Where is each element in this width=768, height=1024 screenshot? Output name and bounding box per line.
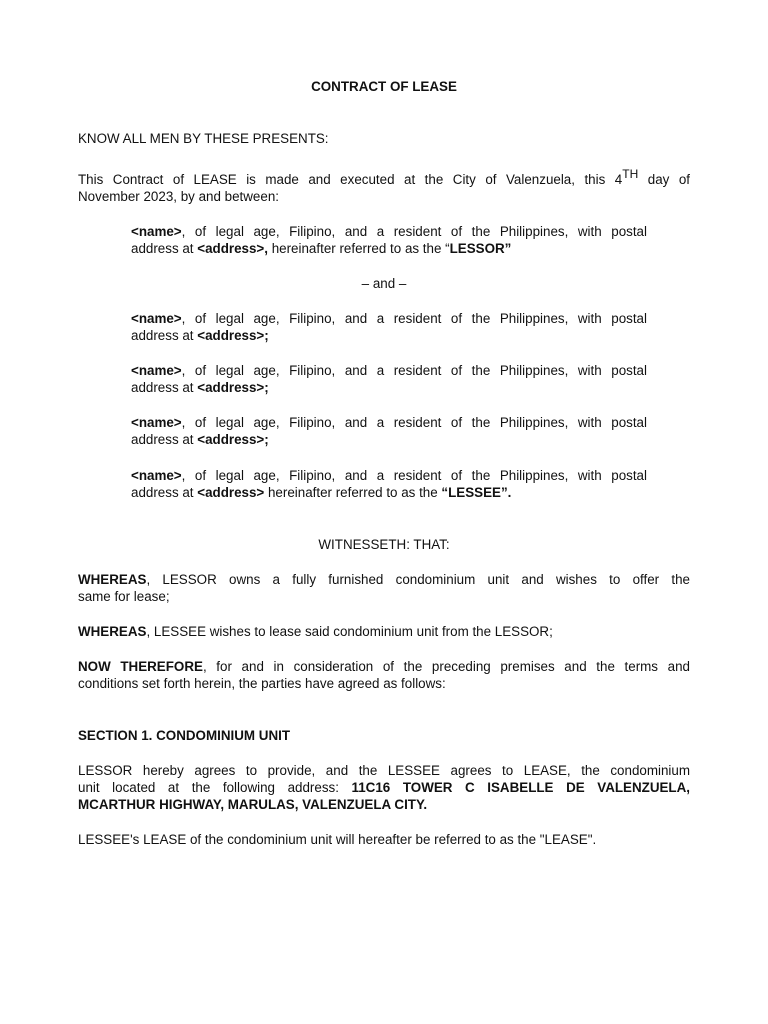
section-1-p1-line-1: LESSOR hereby agrees to provide, and the LESSEE agrees to LEASE, the condominium	[78, 763, 690, 778]
witnesseth-heading: WITNESSETH: THAT:	[318, 537, 450, 552]
lessee-party-1-line-2: address at <address>;	[131, 328, 269, 343]
whereas-1-line-1: WHEREAS, LESSOR owns a fully furnished condominium unit and wishes to offer the	[78, 572, 690, 587]
lessee-party-1-line-1: <name>, of legal age, Filipino, and a resident of the Philippines, with postal	[131, 311, 647, 326]
section-1-p2: LESSEE's LEASE of the condominium unit will hereafter be referred to as the "LEASE".	[78, 832, 597, 847]
now-therefore-line-2: conditions set forth herein, the parties have agreed as follows:	[78, 676, 446, 691]
lessee-party-4-line-1: <name>, of legal age, Filipino, and a resident of the Philippines, with postal	[131, 468, 647, 483]
lessee-party-2-line-2: address at <address>;	[131, 380, 269, 395]
lessor-party-line-2: address at <address>, hereinafter referred to as the “LESSOR”	[131, 241, 512, 256]
lessee-party-2-line-1: <name>, of legal age, Filipino, and a resident of the Philippines, with postal	[131, 363, 647, 378]
whereas-2-line-1: WHEREAS, LESSEE wishes to lease said condominium unit from the LESSOR;	[78, 624, 553, 639]
and-separator: – and –	[361, 276, 407, 291]
lessee-party-3-line-1: <name>, of legal age, Filipino, and a resident of the Philippines, with postal	[131, 415, 647, 430]
whereas-1-line-2: same for lease;	[78, 589, 170, 604]
preamble-line-2: November 2023, by and between:	[78, 189, 279, 204]
lessee-party-3-line-2: address at <address>;	[131, 432, 269, 447]
date-suffix: TH	[622, 167, 639, 181]
now-therefore-line-1: NOW THEREFORE, for and in consideration of the preceding premises and the terms and	[78, 659, 690, 674]
intro-line: KNOW ALL MEN BY THESE PRESENTS:	[78, 131, 329, 146]
section-1-p1-line-3: MCARTHUR HIGHWAY, MARULAS, VALENZUELA CITY.	[78, 797, 428, 812]
section-1-p1-line-2: unit located at the following address: 11C16 TOWER C ISABELLE DE VALENZUELA,	[78, 780, 690, 795]
document-title: CONTRACT OF LEASE	[311, 79, 457, 94]
lessee-party-4-line-2: address at <address> hereinafter referred to as the “LESSEE”.	[131, 485, 512, 500]
section-1-heading: SECTION 1. CONDOMINIUM UNIT	[78, 728, 291, 743]
preamble-line-1: This Contract of LEASE is made and executed at the City of Valenzuela, this 4TH day of	[78, 167, 690, 187]
lessor-party-line-1: <name>, of legal age, Filipino, and a resident of the Philippines, with postal	[131, 224, 647, 239]
